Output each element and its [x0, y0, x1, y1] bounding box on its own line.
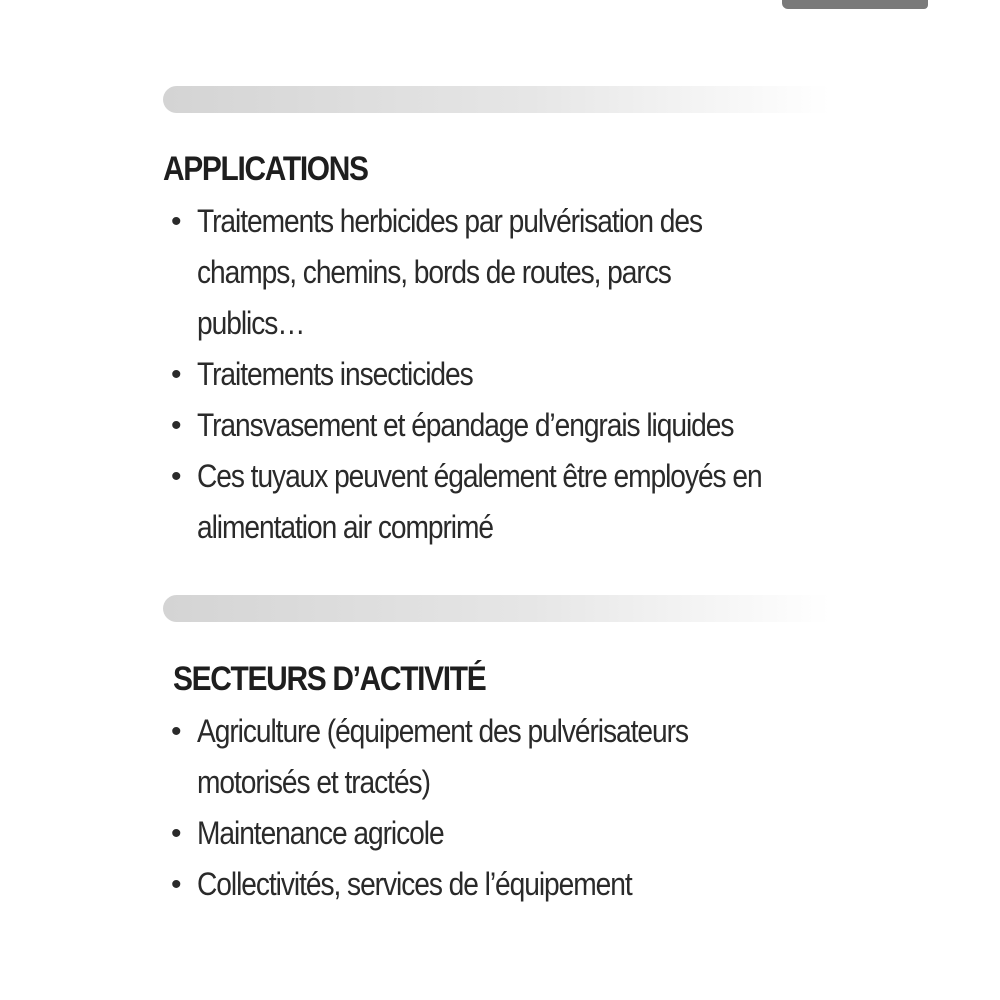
list-item-text: Collectivités, services de l’équipement: [197, 866, 632, 902]
list-item: [163, 349, 843, 400]
bullet-icon: •: [171, 205, 181, 238]
top-tab-decoration: [782, 0, 928, 9]
list-item-text: Agriculture (équipement des pulvérisateurs motorisés et tractés): [197, 713, 688, 800]
bullet-icon: •: [171, 409, 181, 442]
bullet-icon: •: [171, 460, 181, 493]
list-item: [163, 859, 852, 910]
list-item-text: Traitements insecticides: [197, 356, 473, 392]
secteurs-section: [172, 658, 852, 910]
list-item-text: Traitements herbicides par pulvérisation des champs, chemins, bords de routes, parcs publics…: [197, 203, 703, 341]
list-item-text: Ces tuyaux peuvent également être employés en alimentation air comprimé: [197, 458, 762, 545]
bullet-icon: •: [171, 817, 181, 850]
applications-list: [163, 196, 843, 553]
list-item: [163, 196, 843, 349]
list-item-text: Maintenance agricole: [197, 815, 444, 851]
bullet-icon: •: [171, 358, 181, 391]
list-item: [163, 706, 852, 808]
applications-heading: APPLICATIONS: [163, 150, 368, 188]
secteurs-list: [163, 706, 852, 910]
list-item: [163, 400, 843, 451]
bullet-icon: •: [171, 715, 181, 748]
list-item: [163, 808, 852, 859]
list-item: [163, 451, 843, 553]
list-item-text: Transvasement et épandage d’engrais liquides: [197, 407, 734, 443]
section-divider-secteurs: [163, 595, 830, 622]
bullet-icon: •: [171, 868, 181, 901]
section-divider-applications: [163, 86, 830, 113]
applications-section: [163, 148, 843, 553]
secteurs-heading: SECTEURS D’ACTIVITÉ: [173, 660, 486, 698]
